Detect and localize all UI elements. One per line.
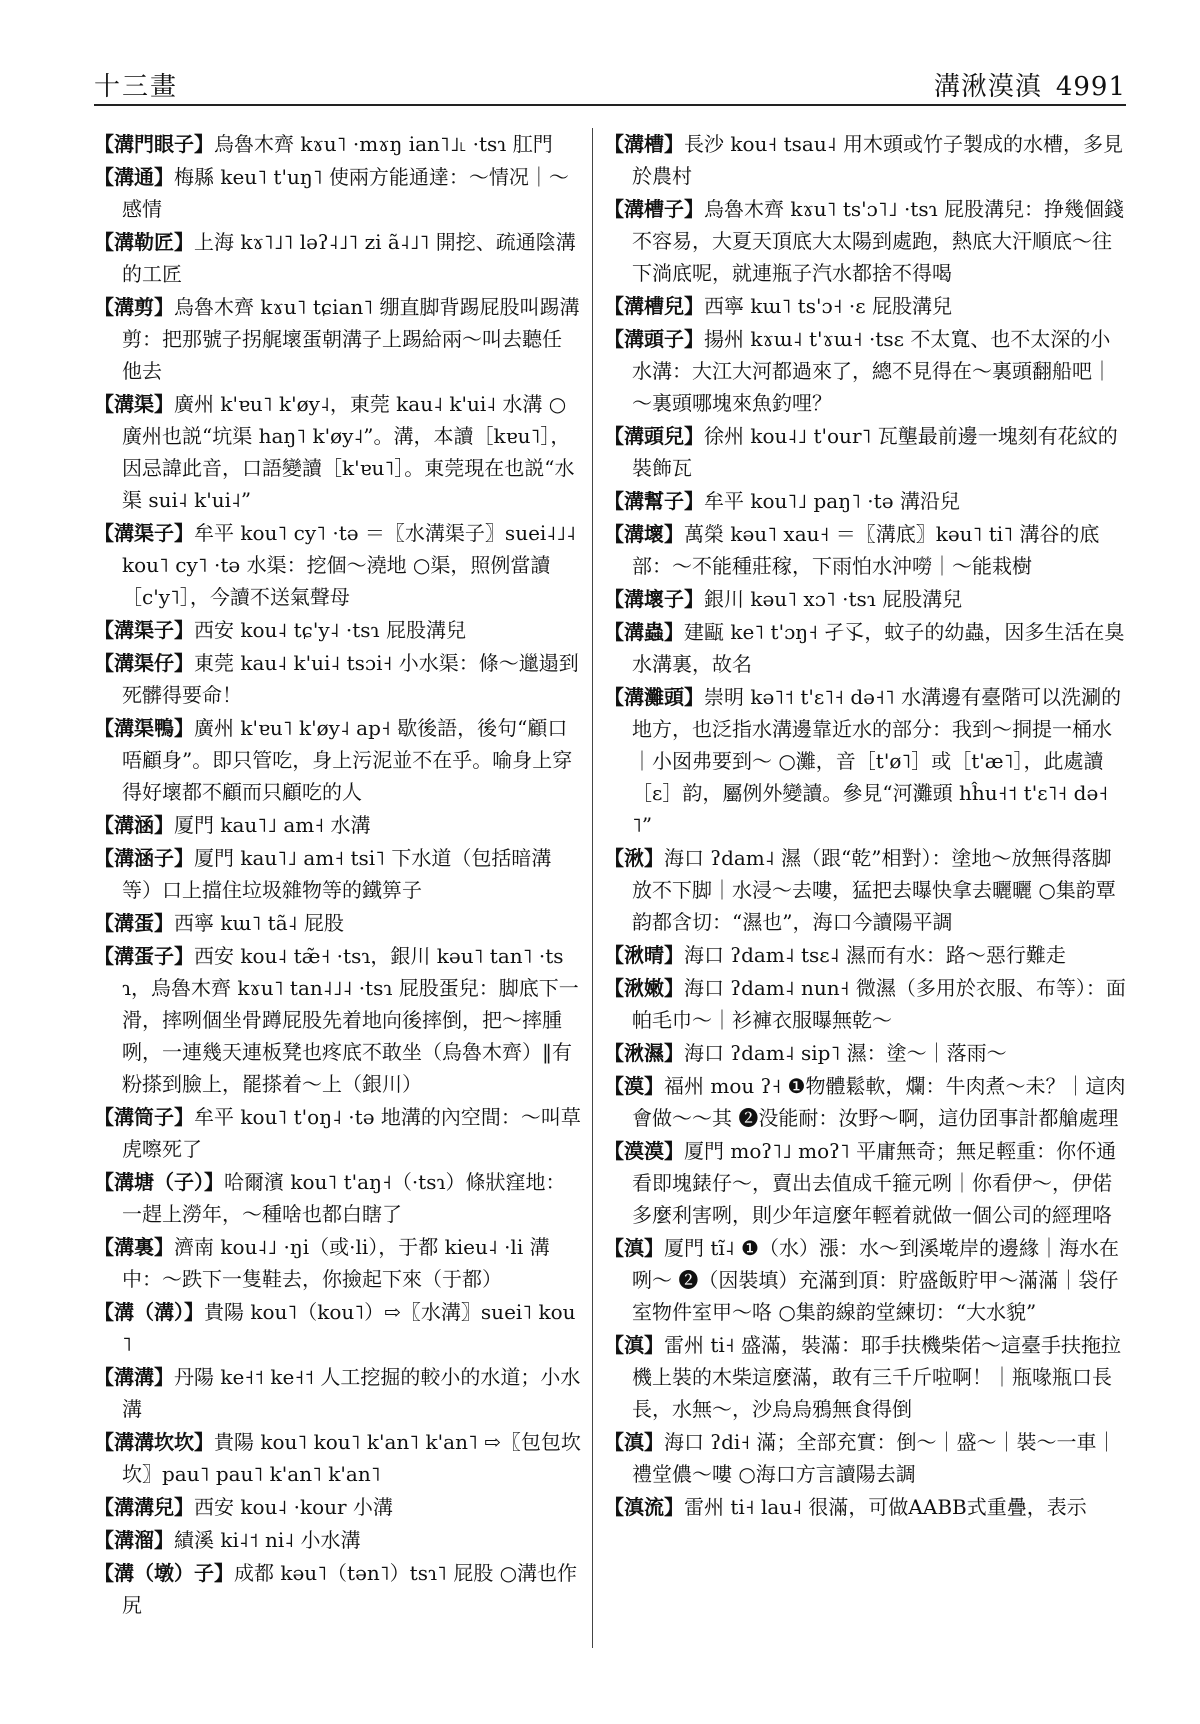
- entry-body: 績溪 ki˨˦ ni˨ 小水溝: [174, 1528, 361, 1552]
- dictionary-entry: [94, 388, 581, 516]
- entry-headword: 【溝勒匠】: [94, 230, 194, 254]
- dictionary-entry: [94, 517, 581, 613]
- entry-body: 梅縣 keu˥ t'uŋ˥ 使兩方能通達：～情况｜～感情: [122, 165, 569, 221]
- entry-headword: 【滇】: [604, 1430, 664, 1454]
- entry-body: 海口 ʔdam˨ 濕（跟“乾”相對）：塗地～放無得落脚放不下脚｜水浸～去嘍，猛把去曝快拿去曬曬 ○集韵覃韵都含切：“濕也”，海口今讀陽平調: [632, 846, 1116, 934]
- entry-headword: 【溝（溝）】: [94, 1300, 204, 1324]
- dictionary-entry: [604, 518, 1126, 582]
- entry-body: 丹陽 ke˧˦ ke˧˦ 人工挖掘的較小的水道；小水溝: [122, 1365, 581, 1421]
- entry-body: 烏魯木齊 kɤu˥ tɕian˥ 绷直脚背踢屁股叫踢溝剪：把那號子拐艉壞蛋朝溝子上踢給兩～叫去聽任他去: [122, 295, 580, 383]
- entry-body: 萬榮 kəu˥ xau˧ ＝〖溝底〗kəu˥ ti˥ 溝谷的底部：～不能種莊稼，下雨怕水沖嘮｜～能栽樹: [632, 522, 1100, 578]
- entry-headword: 【湫晴】: [604, 943, 684, 967]
- entry-headword: 【溝門眼子】: [94, 132, 214, 156]
- dictionary-entry: [94, 647, 581, 711]
- entry-headword: 【溝剪】: [94, 295, 174, 319]
- dictionary-entry: [604, 128, 1126, 192]
- entry-headword: 【溝（墩）子】: [94, 1561, 234, 1585]
- entry-headword: 【溝槽兒】: [604, 294, 704, 318]
- entry-body: 西安 kou˨ tɕ'y˨ ·tsɿ 屁股溝兒: [194, 618, 466, 642]
- page-number: 4991: [1055, 72, 1126, 102]
- dictionary-entry: [604, 1491, 1126, 1523]
- dictionary-entry: [94, 712, 581, 808]
- entry-headword: 【溝槽】: [604, 132, 684, 156]
- entry-headword: 【溝涵】: [94, 813, 174, 837]
- entry-body: 建甌 ke˥ t'ɔŋ˧ 孑孓，蚊子的幼蟲，因多生活在臭水溝裏，故名: [632, 620, 1125, 676]
- entry-body: 東莞 kau˨ k'ui˨ tsɔi˧ 小水渠：條～邋遢到死髒得要命！: [122, 651, 579, 707]
- dictionary-entry: [94, 1231, 581, 1295]
- entry-body: 成都 kəu˥（tən˥）tsɿ˥ 屁股 ○溝也作尻: [122, 1561, 578, 1617]
- entry-headword: 【溝渠鴨】: [94, 716, 194, 740]
- dictionary-entry: [604, 290, 1126, 322]
- entry-body: 銀川 kəu˥ xɔ˥ ·tsɿ 屁股溝兒: [704, 587, 963, 611]
- entry-body: 長沙 kou˧ tsau˨ 用木頭或竹子製成的水槽，多見於農村: [632, 132, 1123, 188]
- entry-body: 濟南 kou˨˩ ·ŋi（或·li），于都 kieu˨ ·li 溝中：～跌下一隻鞋去，你撿起下來（于都）: [122, 1235, 550, 1291]
- entry-headword: 【溝渠仔】: [94, 651, 194, 675]
- entry-body: 崇明 kə˥˦ t'ɛ˥˧ də˧˥ 水溝邊有臺階可以洗涮的地方，也泛指水溝邊靠近水的部分：我到～挏提一桶水｜小囡弗要到～ ○灘，音［t'ø˥］或［t'æ˥］，此處讀［ɛ］韵，屬例外變讀。參見“河灘頭 hĥu˧˦ t'ɛ˥˧ də˧˥”: [632, 685, 1122, 837]
- entry-headword: 【溝溝兒】: [94, 1495, 194, 1519]
- entry-body: 海口 ʔdi˧ 滿；全部充實：倒～｜盛～｜裝～一車｜禮堂儂～嘍 ○海口方言讀陽去調: [632, 1430, 1117, 1486]
- dictionary-entry: [94, 291, 581, 387]
- running-head: [934, 66, 1126, 103]
- column-divider: [592, 128, 593, 1648]
- entry-headword: 【溝頭兒】: [604, 424, 704, 448]
- entry-headword: 【溝渠子】: [94, 521, 194, 545]
- dictionary-entry: [604, 1329, 1126, 1425]
- entry-body: 福州 mou ʔ˧ ❶物體鬆軟，爛：牛肉煮～未？｜這肉會做～～其 ❷没能耐：汝野～啊，這仂囝事計都艙處理: [632, 1074, 1126, 1130]
- page-header: [94, 58, 1126, 106]
- dictionary-entry: [94, 1557, 581, 1621]
- entry-headword: 【溝溝】: [94, 1365, 174, 1389]
- dictionary-entry: [94, 1101, 581, 1165]
- dictionary-entry: [604, 1135, 1126, 1231]
- dictionary-entry: [604, 1426, 1126, 1490]
- entry-headword: 【滇】: [604, 1333, 664, 1357]
- dictionary-entry: [604, 420, 1126, 484]
- dictionary-entry: [604, 842, 1126, 938]
- entry-headword: 【溝蟲】: [604, 620, 684, 644]
- entry-body: 厦門 tĩ˨ ❶（水）漲：水～到溪墘岸的邊緣｜海水在咧～ ❷（因裝填）充滿到頂：貯盛飯貯甲～滿滿｜袋仔室物件室甲～咯 ○集韵線韵堂練切：“大水貌”: [632, 1236, 1119, 1324]
- dictionary-entry: [94, 907, 581, 939]
- dictionary-entry: [604, 972, 1126, 1036]
- entry-headword: 【溝渠】: [94, 392, 174, 416]
- entry-body: 廣州 k'ɐu˥ k'øy˨，東莞 kau˨ k'ui˨ 水溝 ○廣州也説“坑渠 haŋ˥ k'øy˨”。溝，本讀［kɐu˥］，因忌諱此音，口語變讀［k'ɐu˥］。東莞現在也説“水渠 sui˨ k'ui˨”: [122, 392, 575, 512]
- entry-headword: 【溝槽子】: [604, 197, 704, 221]
- running-headwords: 溝湫漠滇: [933, 72, 1042, 102]
- entry-body: 厦門 kau˥˩ am˧ 水溝: [174, 813, 371, 837]
- entry-headword: 【湫】: [604, 846, 664, 870]
- entry-body: 徐州 kou˨˩ t'our˥ 瓦壟最前邊一塊刻有花紋的裝飾瓦: [632, 424, 1118, 480]
- dictionary-entry: [94, 128, 581, 160]
- entry-body: 貴陽 kou˥ kou˥ k'an˥ k'an˥ ⇨〖包包坎坎〗pau˥ pau˥ k'an˥ k'an˥: [122, 1430, 581, 1486]
- left-column: [94, 128, 581, 1622]
- entry-headword: 【溝筒子】: [94, 1105, 194, 1129]
- entry-body: 牟平 kou˥ cy˥ ·tə ＝〖水溝渠子〗suei˨˩˨ kou˥ cy˥ ·tə 水渠：挖個～澆地 ○渠，照例當讀［c'y˥］，今讀不送氣聲母: [122, 521, 576, 609]
- dictionary-entry: [94, 809, 581, 841]
- dictionary-entry: [94, 940, 581, 1100]
- dictionary-entry: [94, 614, 581, 646]
- right-column: [604, 128, 1126, 1524]
- entry-headword: 【溝蛋子】: [94, 944, 194, 968]
- dictionary-entry: [94, 161, 581, 225]
- entry-body: 烏魯木齊 kɤu˥ ·mɤŋ ian˥˩˪ ·tsɿ 肛門: [214, 132, 553, 156]
- dictionary-entry: [604, 583, 1126, 615]
- dictionary-entry: [604, 1232, 1126, 1328]
- dictionary-entry: [94, 842, 581, 906]
- entry-headword: 【溝頭子】: [604, 327, 704, 351]
- entry-body: 雷州 ti˧ lau˨ 很滿，可做AABB式重疊，表示: [684, 1495, 1087, 1519]
- entry-headword: 【溝幫子】: [604, 489, 704, 513]
- entry-headword: 【湫濕】: [604, 1041, 684, 1065]
- entry-body: 海口 ʔdam˨ sip˥ 濕：塗～｜落雨～: [684, 1041, 1007, 1065]
- entry-headword: 【滇】: [604, 1236, 664, 1260]
- dictionary-entry: [604, 485, 1126, 517]
- entry-headword: 【漠漠】: [604, 1139, 684, 1163]
- entry-headword: 【溝塘（子）】: [94, 1170, 224, 1194]
- entry-body: 揚州 kɤɯ˨ t'ɤɯ˧ ·tsɛ 不太寬、也不太深的小水溝：大江大河都過來了，總不見得在～裏頭翻船吧｜～裏頭哪塊來魚釣哩？: [632, 327, 1112, 415]
- dictionary-entry: [94, 1426, 581, 1490]
- dictionary-entry: [604, 939, 1126, 971]
- dictionary-entry: [604, 323, 1126, 419]
- entry-headword: 【滇流】: [604, 1495, 684, 1519]
- entry-headword: 【溝壞】: [604, 522, 684, 546]
- entry-headword: 【溝涵子】: [94, 846, 194, 870]
- dictionary-entry: [604, 681, 1126, 841]
- entry-headword: 【溝渠子】: [94, 618, 194, 642]
- entry-headword: 【溝溜】: [94, 1528, 174, 1552]
- entry-body: 西寧 kɯ˥ tã˨ 屁股: [174, 911, 344, 935]
- entry-body: 貴陽 kou˥（kou˥）⇨〖水溝〗suei˥ kou˥: [122, 1300, 576, 1356]
- entry-body: 廣州 k'ɐu˥ k'øy˨ ap˧ 歇後語，後句“顧口唔顧身”。即只管吃，身上污泥並不在乎。喻身上穿得好壞都不顧而只顧吃的人: [122, 716, 573, 804]
- entry-headword: 【湫嫩】: [604, 976, 684, 1000]
- entry-headword: 【溝裏】: [94, 1235, 174, 1259]
- entry-headword: 【溝通】: [94, 165, 174, 189]
- entry-headword: 【漠】: [604, 1074, 664, 1098]
- dictionary-entry: [94, 226, 581, 290]
- entry-body: 海口 ʔdam˨ nun˧ 微濕（多用於衣服、布等）：面帕毛巾～｜衫褲衣服曝無乾～: [632, 976, 1126, 1032]
- dictionary-entry: [94, 1491, 581, 1523]
- entry-body: 西寧 kɯ˥ ts'ɔ˧ ·ɛ 屁股溝兒: [704, 294, 952, 318]
- entry-headword: 【溝溝坎坎】: [94, 1430, 214, 1454]
- dictionary-entry: [604, 616, 1126, 680]
- dictionary-entry: [94, 1524, 581, 1556]
- dictionary-entry: [604, 193, 1126, 289]
- entry-body: 厦門 moʔ˥˩ moʔ˥ 平庸無奇；無足輕重：你伓通看即塊錶仔～，賣出去值成千箍元咧｜你看伊～，伊偌多麼利害咧，則少年這麼年輕着就做一個公司的經理咯: [632, 1139, 1117, 1227]
- entry-body: 牟平 kou˥˩ paŋ˥ ·tə 溝沿兒: [704, 489, 960, 513]
- section-title: 十三畫: [94, 72, 179, 102]
- entry-body: 厦門 kau˥˩ am˧ tsi˥ 下水道（包括暗溝等）口上擋住垃圾雜物等的鐵箅子: [122, 846, 552, 902]
- dictionary-entry: [94, 1296, 581, 1360]
- entry-body: 上海 kɤ˥˩˥ ləʔ˨˩˥ zi ã˨˩˥ 開挖、疏通陰溝的工匠: [122, 230, 576, 286]
- entry-body: 烏魯木齊 kɤu˥ ts'ɔ˥˩ ·tsɿ 屁股溝兒：挣幾個錢不容易，大夏天頂底大太陽到處跑，熱底大汗順底～往下淌底呢，就連瓶子汽水都捨不得喝: [632, 197, 1125, 285]
- dictionary-entry: [604, 1070, 1126, 1134]
- entry-body: 雷州 ti˧ 盛滿，裝滿：耶手扶機柴偌～這臺手扶拖拉機上裝的木柴這麼滿，敢有三千斤啦啊！｜瓶喙瓶口長長，水無～，沙烏烏鴉無食得倒: [632, 1333, 1122, 1421]
- dictionary-entry: [604, 1037, 1126, 1069]
- dictionary-entry: [94, 1361, 581, 1425]
- entry-body: 海口 ʔdam˨ tsɛ˨ 濕而有水：路～惡行難走: [684, 943, 1066, 967]
- entry-headword: 【溝壞子】: [604, 587, 704, 611]
- entry-body: 哈爾濱 kou˥ t'aŋ˧（·tsɿ）條狀窪地：一趕上澇年，～種啥也都白瞎了: [122, 1170, 566, 1226]
- entry-body: 西安 kou˨ tæ̃˧ ·tsɿ，銀川 kəu˥ tan˥ ·tsɿ，烏魯木齊 kɤu˥ tan˨˩˨ ·tsɿ 屁股蛋兒：脚底下一滑，摔咧個坐骨蹲屁股先着地向後摔倒，把～摔腫咧，一連幾天連板凳也疼底不敢坐（烏魯木齊）‖有粉搽到臉上，罷搽着～上（銀川）: [122, 944, 579, 1096]
- entry-body: 西安 kou˨ ·kour 小溝: [194, 1495, 393, 1519]
- dictionary-entry: [94, 1166, 581, 1230]
- entry-headword: 【溝灘頭】: [604, 685, 704, 709]
- entry-headword: 【溝蛋】: [94, 911, 174, 935]
- entry-body: 牟平 kou˥ t'oŋ˨ ·tə 地溝的內空間：～叫草虎嚓死了: [122, 1105, 581, 1161]
